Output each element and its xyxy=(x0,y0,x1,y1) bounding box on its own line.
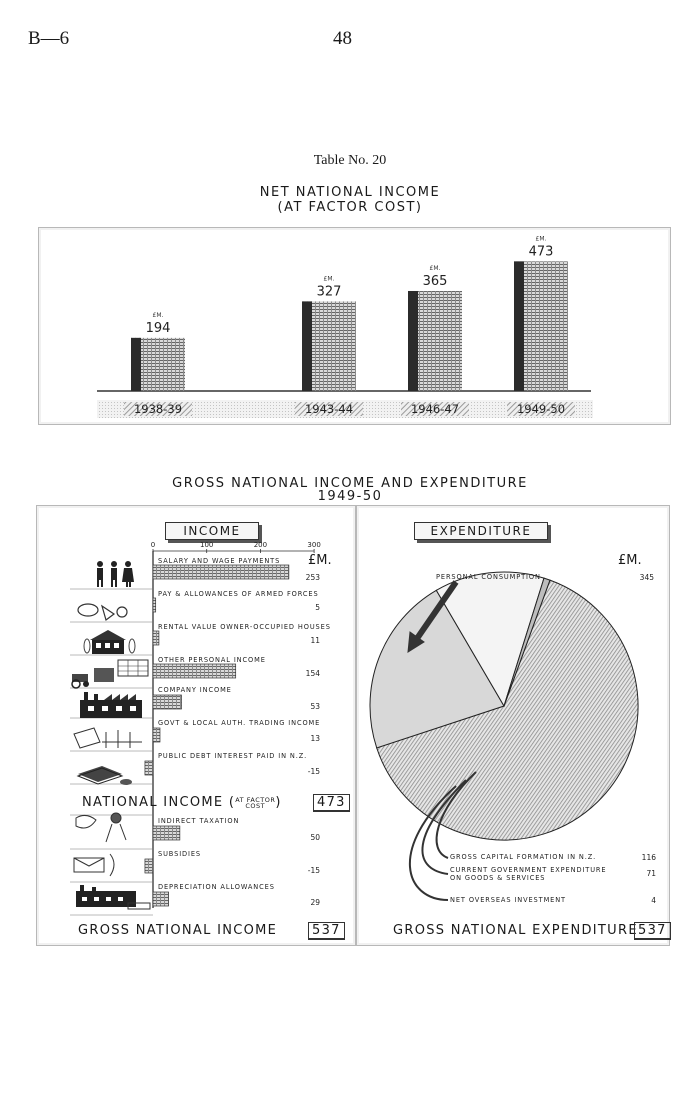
exp-label-overseas: NET OVERSEAS INVESTMENT xyxy=(450,896,566,904)
income-axis-tick-label: 0 xyxy=(150,541,156,549)
income-unit: £M. xyxy=(308,553,332,568)
gross-national-income-total: 537 xyxy=(308,922,345,940)
chart2-subtitle: 1949-50 xyxy=(317,489,383,504)
income-value-armed-forces: 5 xyxy=(315,603,320,612)
income-value-public-debt: -15 xyxy=(307,767,320,776)
income-bar xyxy=(153,826,180,840)
income-value-other-personal: 154 xyxy=(305,669,320,678)
national-income-factor: FACTOR xyxy=(246,795,276,804)
income-bar xyxy=(145,761,153,775)
income-label-armed-forces: PAY & ALLOWANCES OF ARMED FORCES xyxy=(158,590,319,598)
income-bar xyxy=(153,565,289,579)
exp-label-govt-expenditure-1: CURRENT GOVERNMENT EXPENDITURE xyxy=(450,866,607,874)
exp-value-overseas: 4 xyxy=(651,896,656,905)
income-value-indirect-tax: 50 xyxy=(310,833,320,842)
house-icon xyxy=(84,630,135,654)
exp-value-capital-formation: 116 xyxy=(641,853,656,862)
chart1-subtitle: (AT FACTOR COST) xyxy=(277,200,423,215)
income-value-company: 53 xyxy=(310,702,320,711)
chart1-title: NET NATIONAL INCOME xyxy=(259,185,441,200)
income-axis-tick-label: 100 xyxy=(200,541,214,549)
expenditure-header: EXPENDITURE xyxy=(414,522,548,540)
exp-label-capital-formation: GROSS CAPITAL FORMATION IN N.Z. xyxy=(450,853,597,861)
income-label-company: COMPANY INCOME xyxy=(158,686,232,694)
tax-icon xyxy=(76,813,126,842)
chart1-data-label: 365 xyxy=(422,273,448,289)
chart1-tick-label: 1938-39 xyxy=(133,402,183,416)
exp-value-personal-consumption: 345 xyxy=(639,573,654,582)
chart1-tick-label: 1949-50 xyxy=(516,402,566,416)
chart1-data-label: 473 xyxy=(528,244,554,260)
chart1-bar-shade xyxy=(302,301,312,391)
income-axis-tick-label: 200 xyxy=(253,541,268,549)
gross-national-expenditure-label: GROSS NATIONAL EXPENDITURE xyxy=(393,923,638,938)
chart1-tick-label: 1943-44 xyxy=(304,402,354,416)
national-income-at: AT xyxy=(235,795,245,804)
workers-icon xyxy=(97,561,134,587)
chart1-data-label: 194 xyxy=(145,320,171,336)
income-value-subsidies: -15 xyxy=(307,866,320,875)
armed-forces-icon xyxy=(78,604,127,620)
national-income-factor-cost xyxy=(235,797,275,809)
chart2-title: GROSS NATIONAL INCOME AND EXPENDITURE xyxy=(172,476,528,491)
income-value-rental: 11 xyxy=(310,636,320,645)
chart1-bar-shade xyxy=(131,338,141,391)
chart1-bar-unit: £M. xyxy=(429,264,441,272)
exp-label-personal-consumption: PERSONAL CONSUMPTION xyxy=(436,573,541,581)
income-label-public-debt: PUBLIC DEBT INTEREST PAID IN N.Z. xyxy=(158,752,308,760)
chart1-data-label: 327 xyxy=(316,284,342,300)
national-income-prefix: NATIONAL INCOME ( xyxy=(82,795,236,810)
depreciation-icon xyxy=(76,885,150,909)
income-bar xyxy=(153,631,159,645)
exp-value-govt-expenditure: 71 xyxy=(646,869,656,878)
chart1-bar-unit: £M. xyxy=(323,275,335,283)
national-income-label xyxy=(82,795,282,810)
chart1-bar-shade xyxy=(514,261,524,391)
page-reference: B—6 xyxy=(28,28,70,49)
expenditure-pie-chart xyxy=(356,540,668,920)
income-bar xyxy=(153,728,160,742)
table-label: Table No. 20 xyxy=(313,153,387,168)
income-label-rental: RENTAL VALUE OWNER-OCCUPIED HOUSES xyxy=(158,623,331,631)
income-label-subsidies: SUBSIDIES xyxy=(158,850,202,858)
income-bar xyxy=(153,664,236,678)
income-label-other-personal: OTHER PERSONAL INCOME xyxy=(158,656,266,664)
income-label-salary: SALARY AND WAGE PAYMENTS xyxy=(158,557,281,565)
income-label-trading: GOVT & LOCAL AUTH. TRADING INCOME xyxy=(158,719,321,727)
subsidy-icon xyxy=(74,854,114,876)
chart1-bar-unit: £M. xyxy=(152,311,164,319)
page-number: 48 xyxy=(333,28,352,49)
net-income-bar-chart xyxy=(39,228,670,424)
chart1-bar-shade xyxy=(408,291,418,391)
expenditure-unit: £M. xyxy=(618,553,642,568)
gross-national-income-label: GROSS NATIONAL INCOME xyxy=(78,923,278,938)
money-icon xyxy=(78,766,132,785)
national-income-total: 473 xyxy=(313,794,350,812)
tractor-icon xyxy=(72,660,148,688)
gross-national-expenditure-total: 537 xyxy=(634,922,671,940)
income-value-depreciation: 29 xyxy=(310,898,320,907)
income-bar xyxy=(153,598,156,612)
exp-label-govt-expenditure-2: ON GOODS & SERVICES xyxy=(450,874,546,882)
income-value-salary: 253 xyxy=(305,573,320,582)
income-bar xyxy=(153,892,169,906)
national-income-suffix: ) xyxy=(275,795,282,810)
income-label-depreciation: DEPRECIATION ALLOWANCES xyxy=(158,883,275,891)
chart1-bar-unit: £M. xyxy=(535,235,547,243)
chart1-panel xyxy=(38,227,671,425)
income-bar xyxy=(145,859,153,873)
factory-icon xyxy=(80,692,142,718)
income-label-indirect-tax: INDIRECT TAXATION xyxy=(158,817,240,825)
transport-icon xyxy=(74,728,142,748)
income-bar xyxy=(153,695,181,709)
income-header: INCOME xyxy=(165,522,259,540)
national-income-cost: COST xyxy=(245,801,266,810)
chart1-tick-label: 1946-47 xyxy=(410,402,460,416)
income-axis-tick-label: 300 xyxy=(307,541,321,549)
income-value-trading: 13 xyxy=(310,734,320,743)
